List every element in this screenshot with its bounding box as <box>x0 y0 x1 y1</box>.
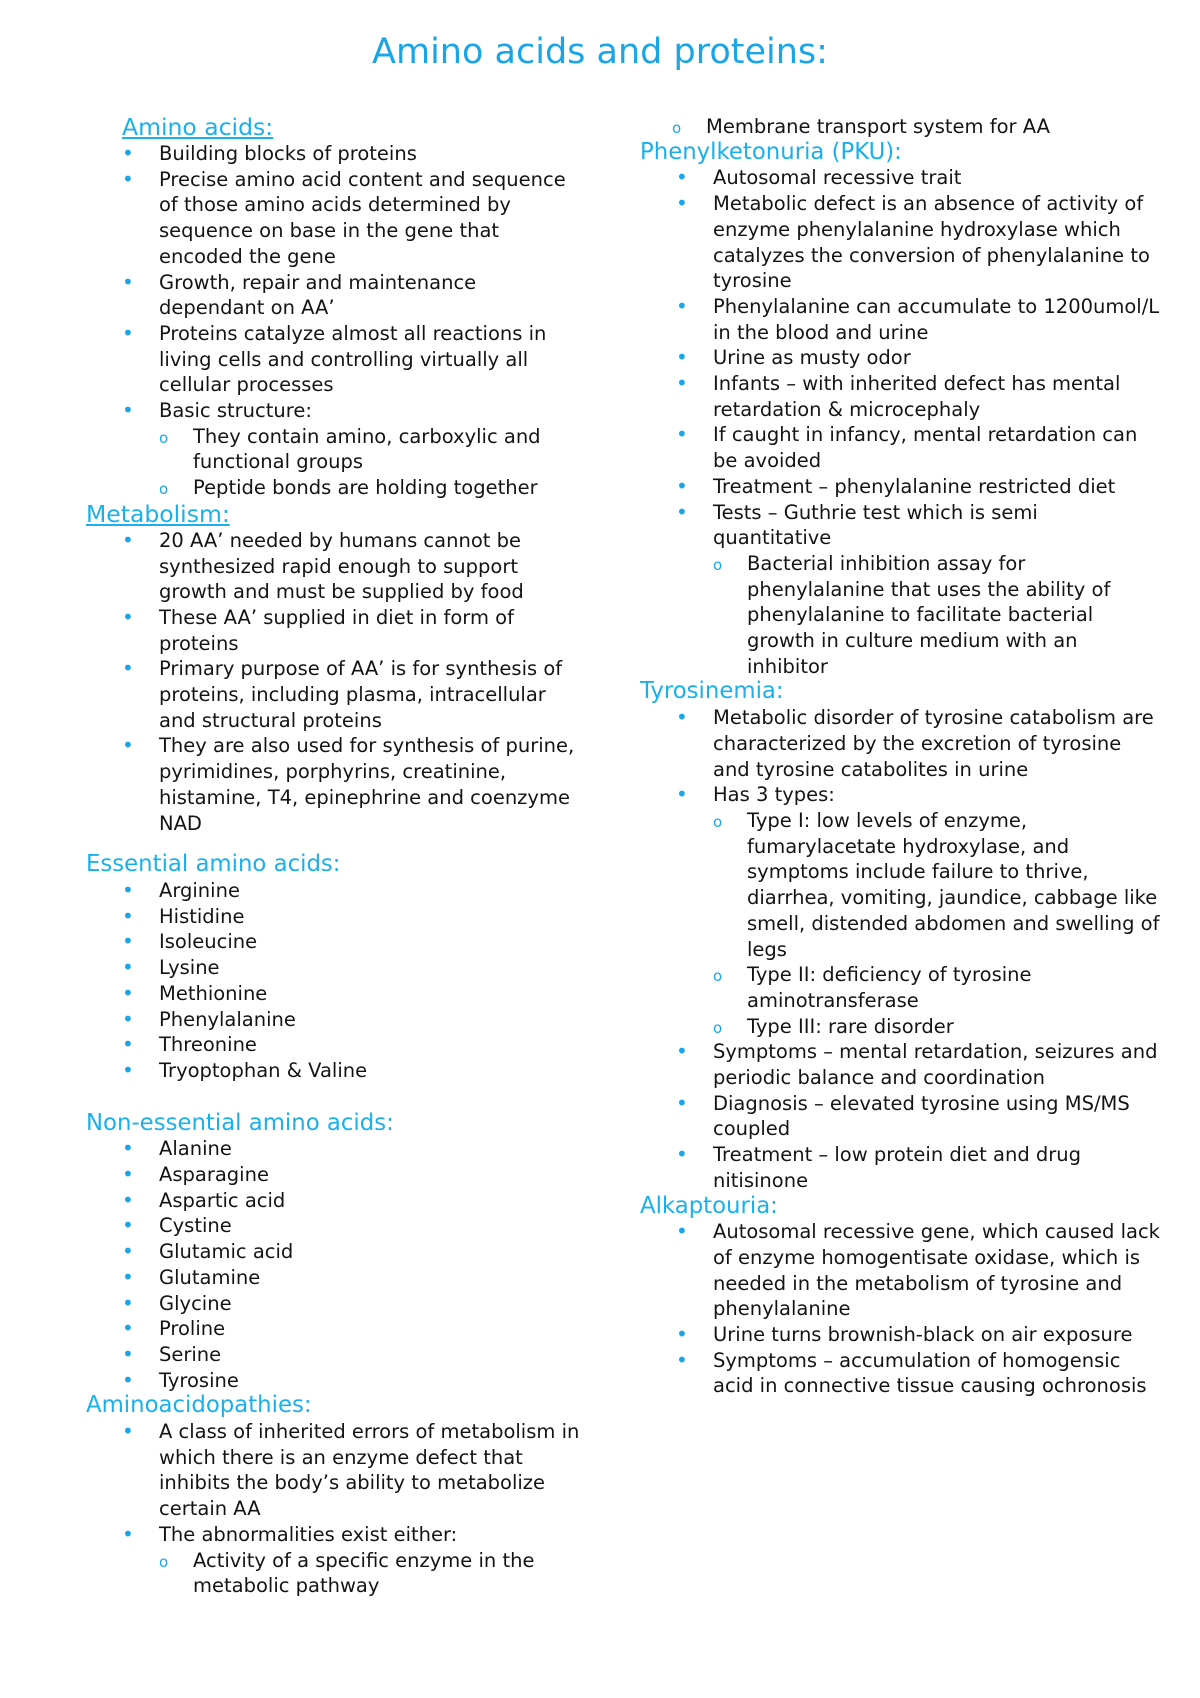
sub-list <box>713 551 1160 680</box>
list-item: • Diagnosis – elevated tyrosine using MS/MS coupled <box>640 1091 1160 1142</box>
list-item: • Proteins catalyze almost all reactions in living cells and controlling virtually all cellular processes <box>86 321 586 398</box>
right-column <box>640 114 1160 1399</box>
list-item: • Precise amino acid content and sequence of those amino acids determined by sequence on base in the gene that encoded the gene <box>86 167 586 270</box>
list-item: • Building blocks of proteins <box>86 141 586 167</box>
list-item: • Phenylalanine can accumulate to 1200umol/L in the blood and urine <box>640 294 1160 345</box>
pku-list <box>640 165 1160 679</box>
list-item: • Serine <box>86 1342 586 1368</box>
non-essential-list <box>86 1136 586 1393</box>
list-item: • Phenylalanine <box>86 1007 586 1033</box>
section-heading-essential: Essential amino acids: <box>86 851 341 878</box>
section-heading-alkaptouria: Alkaptouria: <box>640 1192 778 1219</box>
continued-wrapper <box>640 114 1160 140</box>
list-item: • Treatment – phenylalanine restricted diet <box>640 474 1160 500</box>
section-heading-metabolism: Metabolism: <box>86 499 230 528</box>
list-item: • If caught in infancy, mental retardation can be avoided <box>640 422 1160 473</box>
list-item: • Urine turns brownish-black on air exposure <box>640 1322 1160 1348</box>
list-item: • Symptoms – mental retardation, seizures and periodic balance and coordination <box>640 1039 1160 1090</box>
section-heading-tyrosinemia: Tyrosinemia: <box>640 678 784 705</box>
sub-list <box>159 1548 586 1599</box>
list-item: • Urine as musty odor <box>640 345 1160 371</box>
sub-list-item: o Type I: low levels of enzyme, fumarylacetate hydroxylase, and symptoms include failure to thrive, diarrhea, vomiting, jaundice, cabbage like smell, distended abdomen and swelling of legs <box>713 808 1160 962</box>
list-item: • Cystine <box>86 1213 586 1239</box>
aminoacidopathies-list <box>86 1419 586 1599</box>
list-item-text: Tests – Guthrie test which is semi quantitative <box>713 500 1038 550</box>
sub-list-item: o Type III: rare disorder <box>713 1014 1160 1040</box>
list-item: • 20 AA’ needed by humans cannot be synthesized rapid enough to support growth and must be supplied by food <box>86 528 586 605</box>
sub-list-item: o They contain amino, carboxylic and functional groups <box>159 424 586 475</box>
list-item: • Aspartic acid <box>86 1188 586 1214</box>
left-column <box>86 114 586 1599</box>
alkaptouria-list <box>640 1219 1160 1399</box>
list-item-text: The abnormalities exist either: <box>159 1522 458 1546</box>
list-item: • Alanine <box>86 1136 586 1162</box>
sub-list <box>672 114 1160 140</box>
essential-list <box>86 878 586 1084</box>
spacer <box>86 1084 586 1111</box>
section-heading-non-essential: Non-essential amino acids: <box>86 1109 394 1136</box>
list-item: • They are also used for synthesis of purine, pyrimidines, porphyrins, creatinine, histamine, T4, epinephrine and coenzyme NAD <box>86 733 586 836</box>
list-item <box>86 398 586 501</box>
list-item: • Lysine <box>86 955 586 981</box>
sub-list-item: o Activity of a specific enzyme in the metabolic pathway <box>159 1548 586 1599</box>
list-item: • Metabolic defect is an absence of activity of enzyme phenylalanine hydroxylase which catalyzes the conversion of phenylalanine to tyrosine <box>640 191 1160 294</box>
list-item: • Methionine <box>86 981 586 1007</box>
list-item: • Tryoptophan & Valine <box>86 1058 586 1084</box>
list-item: • Glycine <box>86 1291 586 1317</box>
spacer <box>86 836 586 852</box>
sub-list <box>159 424 586 501</box>
list-item: • Treatment – low protein diet and drug nitisinone <box>640 1142 1160 1193</box>
list-item <box>640 500 1160 680</box>
amino-acids-list <box>86 141 586 501</box>
section-heading-pku: Phenylketonuria (PKU): <box>640 138 902 165</box>
list-item: • Tyrosine <box>86 1368 586 1394</box>
section-heading-amino-acids: Amino acids: <box>122 113 274 141</box>
sub-list-item: o Membrane transport system for AA <box>672 114 1160 140</box>
sub-list <box>713 808 1160 1039</box>
list-item <box>640 782 1160 1039</box>
list-item: • Arginine <box>86 878 586 904</box>
document-title: Amino acids and proteins: <box>372 32 828 72</box>
list-item: • Glutamine <box>86 1265 586 1291</box>
list-item: • Autosomal recessive gene, which caused lack of enzyme homogentisate oxidase, which is needed in the metabolism of tyrosine and phenylalanine <box>640 1219 1160 1322</box>
list-item: • Growth, repair and maintenance dependant on AA’ <box>86 270 586 321</box>
list-item: • Glutamic acid <box>86 1239 586 1265</box>
metabolism-list <box>86 528 586 836</box>
list-item: • Infants – with inherited defect has mental retardation & microcephaly <box>640 371 1160 422</box>
continued-list <box>640 114 1160 140</box>
list-item: • A class of inherited errors of metabolism in which there is an enzyme defect that inhibits the body’s ability to metabolize certain AA <box>86 1419 586 1522</box>
list-item: • Metabolic disorder of tyrosine catabolism are characterized by the excretion of tyrosine and tyrosine catabolites in urine <box>640 705 1160 782</box>
list-item: • Threonine <box>86 1032 586 1058</box>
list-item-text: Has 3 types: <box>713 783 835 807</box>
list-item-text: Basic structure: <box>159 399 312 423</box>
list-item <box>86 1522 586 1599</box>
tyrosinemia-list <box>640 705 1160 1193</box>
list-item: • Primary purpose of AA’ is for synthesis of proteins, including plasma, intracellular and structural proteins <box>86 656 586 733</box>
list-item: • These AA’ supplied in diet in form of proteins <box>86 605 586 656</box>
sub-list-item: o Peptide bonds are holding together <box>159 475 586 501</box>
list-item: • Histidine <box>86 904 586 930</box>
list-item: • Autosomal recessive trait <box>640 165 1160 191</box>
list-item: • Asparagine <box>86 1162 586 1188</box>
section-heading-aminoacidopathies: Aminoacidopathies: <box>86 1392 312 1419</box>
list-item: • Proline <box>86 1316 586 1342</box>
list-item: • Isoleucine <box>86 929 586 955</box>
list-item: • Symptoms – accumulation of homogensic acid in connective tissue causing ochronosis <box>640 1348 1160 1399</box>
sub-list-item: o Type II: deficiency of tyrosine aminotransferase <box>713 962 1160 1013</box>
sub-list-item: o Bacterial inhibition assay for phenylalanine that uses the ability of phenylalanine to facilitate bacterial growth in culture medium with an inhibitor <box>713 551 1160 680</box>
